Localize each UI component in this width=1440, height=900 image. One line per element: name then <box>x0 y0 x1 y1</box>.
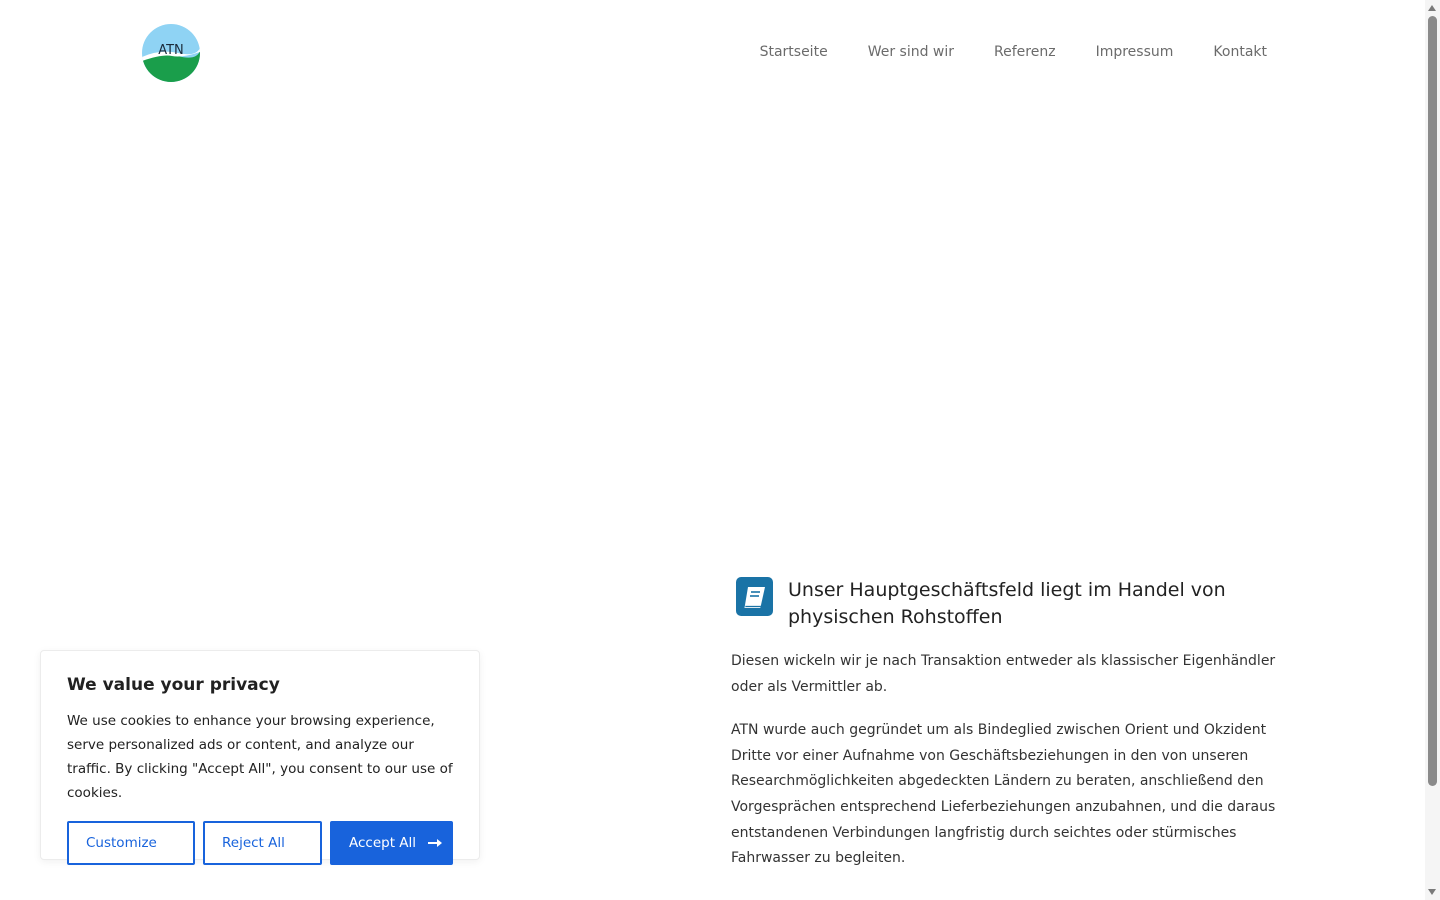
logo-graphic <box>142 23 200 83</box>
feature-section <box>731 577 1291 872</box>
customize-button-label: Customize <box>86 835 157 851</box>
nav-item-wer-sind-wir[interactable]: Wer sind wir <box>867 44 955 60</box>
book-icon <box>736 577 773 616</box>
reject-all-button-label: Reject All <box>222 835 285 851</box>
nav-item-referenz[interactable]: Referenz <box>994 44 1056 60</box>
feature-header <box>731 577 1291 631</box>
nav-item-startseite[interactable]: Startseite <box>759 44 828 60</box>
arrow-right-icon <box>428 838 443 848</box>
scroll-up-arrow-icon[interactable] <box>1428 5 1436 11</box>
scroll-down-arrow-icon[interactable] <box>1428 889 1436 895</box>
cookie-consent-banner <box>40 650 480 860</box>
logo-text: ATN <box>158 43 184 58</box>
cookie-message: We use cookies to enhance your browsing experience, serve personalized ads or content, and analyze our traffic. By clicking "Accept All", you consent to our use of cookies. <box>67 713 453 801</box>
nav-item-impressum[interactable]: Impressum <box>1095 44 1174 60</box>
nav-item-kontakt[interactable]: Kontakt <box>1213 44 1267 60</box>
page-scrollbar[interactable] <box>1425 0 1440 900</box>
scrollbar-thumb[interactable] <box>1428 16 1437 786</box>
accept-all-button[interactable] <box>330 821 453 865</box>
feature-paragraph-2: ATN wurde auch gegründet um als Bindeglied zwischen Orient und Okzident Dritte vor einer Aufnahme von Geschäftsbeziehungen in den von unseren Researchmöglichkeiten abgedeckten Ländern zu beraten, anschließend den Vorgesprächen entsprechend Lieferbeziehungen anzubahnen, und die daraus entstandenen Verbindungen langfristig durch seichtes oder stürmisches Fahrwasser zu begleiten. <box>731 722 1276 867</box>
feature-paragraph-1: Diesen wickeln wir je nach Transaktion entweder als klassischer Eigenhändler oder als Vermittler ab. <box>731 653 1276 695</box>
cookie-actions <box>67 821 453 865</box>
customize-button[interactable] <box>67 821 195 865</box>
cookie-title: We value your privacy <box>67 675 280 695</box>
feature-title: Unser Hauptgeschäftsfeld liegt im Handel von physischen Rohstoffen <box>788 579 1226 628</box>
reject-all-button[interactable] <box>203 821 322 865</box>
accept-all-button-label: Accept All <box>349 835 417 851</box>
main-nav <box>760 42 1267 62</box>
site-logo[interactable] <box>142 23 200 83</box>
